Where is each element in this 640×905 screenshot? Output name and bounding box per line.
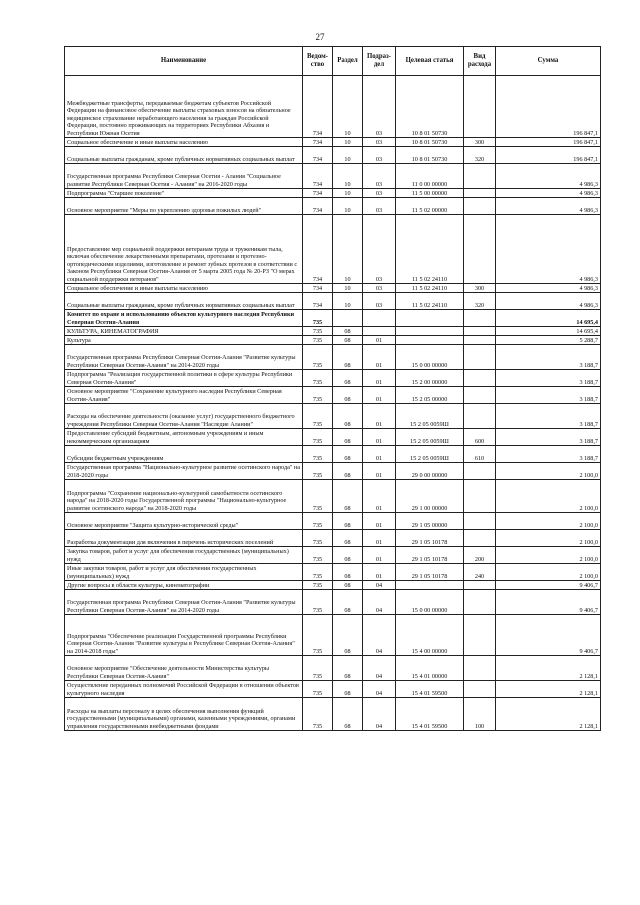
cell-celevaya [396, 327, 464, 336]
cell-celevaya: 29 1 05 10178 [396, 530, 464, 547]
header-celevaya: Целевая статья [396, 47, 464, 76]
cell-ved: 735 [303, 327, 333, 336]
cell-ved: 735 [303, 429, 333, 446]
cell-ved: 735 [303, 698, 333, 731]
cell-vid [464, 310, 496, 327]
cell-name: Социальное обеспечение и иные выплаты населению [65, 284, 303, 293]
cell-name: Государственная программа Республики Северная Осетия - Алания "Социальное развитие Республики Северная Осетия - Алания" на 2016-2020 годы [65, 164, 303, 189]
cell-podrazdel: 01 [363, 513, 396, 530]
cell-podrazdel: 04 [363, 656, 396, 681]
table-row [65, 327, 601, 336]
cell-vid: 610 [464, 446, 496, 463]
cell-podrazdel: 03 [363, 293, 396, 310]
cell-vid: 100 [464, 698, 496, 731]
cell-summa: 2 128,1 [496, 698, 601, 731]
cell-ved: 735 [303, 446, 333, 463]
table-row [65, 293, 601, 310]
cell-podrazdel: 01 [363, 336, 396, 345]
cell-razdel: 10 [333, 215, 363, 284]
cell-summa: 4 986,3 [496, 164, 601, 189]
cell-vid: 240 [464, 564, 496, 581]
cell-summa: 196 847,1 [496, 147, 601, 164]
cell-celevaya: 10 8 01 50730 [396, 76, 464, 138]
cell-celevaya: 15 2 05 00000 [396, 387, 464, 404]
table-row [65, 404, 601, 429]
cell-podrazdel: 03 [363, 76, 396, 138]
cell-razdel: 08 [333, 513, 363, 530]
cell-razdel: 10 [333, 284, 363, 293]
table-row [65, 446, 601, 463]
cell-vid [464, 615, 496, 656]
cell-ved: 735 [303, 581, 333, 590]
cell-razdel: 10 [333, 138, 363, 147]
cell-ved: 735 [303, 480, 333, 513]
cell-ved: 735 [303, 404, 333, 429]
cell-vid [464, 656, 496, 681]
cell-name: Основное мероприятие "Защита культурно-исторической среды" [65, 513, 303, 530]
cell-ved: 735 [303, 387, 333, 404]
cell-name: Иные закупки товаров, работ и услуг для обеспечения государственных (муниципальных) нужд [65, 564, 303, 581]
cell-summa: 3 188,7 [496, 387, 601, 404]
cell-name: Государственная программа "Национально-культурное развитие осетинского народа" на 2018-2020 годы [65, 463, 303, 480]
cell-name: Подпрограмма "Обеспечение реализации Государственной программы Республики Северная Осетия-Алания "Развитие культуры в Республике Северная Осетия-Алания" на 2014-2018 годы" [65, 615, 303, 656]
cell-podrazdel: 01 [363, 530, 396, 547]
cell-summa: 2 100,0 [496, 463, 601, 480]
table-row [65, 284, 601, 293]
cell-razdel: 08 [333, 387, 363, 404]
table-row [65, 429, 601, 446]
cell-summa: 5 288,7 [496, 336, 601, 345]
cell-razdel: 10 [333, 293, 363, 310]
cell-razdel: 08 [333, 530, 363, 547]
cell-podrazdel: 04 [363, 581, 396, 590]
cell-vid [464, 336, 496, 345]
cell-name: Предоставление субсидий бюджетным, автономным учреждениям и иным некоммерческим организациям [65, 429, 303, 446]
cell-vid [464, 463, 496, 480]
cell-razdel: 08 [333, 615, 363, 656]
cell-name: Другие вопросы в области культуры, кинематографии [65, 581, 303, 590]
table-row [65, 681, 601, 698]
cell-razdel: 08 [333, 336, 363, 345]
cell-ved: 734 [303, 164, 333, 189]
cell-name: Государственная программа Республики Северная Осетия-Алания "Развитие культуры Республики Северная Осетия-Алания" на 2014-2020 годы [65, 345, 303, 370]
cell-vid [464, 370, 496, 387]
cell-vid [464, 581, 496, 590]
cell-ved: 734 [303, 284, 333, 293]
table-row [65, 656, 601, 681]
cell-razdel: 08 [333, 345, 363, 370]
cell-celevaya: 15 2 05 0059Ш [396, 446, 464, 463]
cell-podrazdel [363, 310, 396, 327]
cell-summa: 2 100,0 [496, 547, 601, 564]
cell-podrazdel: 04 [363, 615, 396, 656]
table-row [65, 581, 601, 590]
cell-celevaya: 11 5 00 00000 [396, 189, 464, 198]
cell-vid [464, 480, 496, 513]
cell-ved: 735 [303, 336, 333, 345]
cell-summa: 196 847,1 [496, 76, 601, 138]
table-row [65, 564, 601, 581]
cell-summa: 4 986,3 [496, 198, 601, 215]
table-row [65, 189, 601, 198]
cell-name: Расходы на обеспечение деятельности (оказание услуг) государственного бюджетного учреждения Республики Северная Осетия-Алания "Наследие Алании" [65, 404, 303, 429]
table-row [65, 513, 601, 530]
cell-ved: 735 [303, 656, 333, 681]
cell-podrazdel: 03 [363, 189, 396, 198]
cell-summa: 2 100,0 [496, 564, 601, 581]
header-summa: Сумма [496, 47, 601, 76]
cell-celevaya: 15 2 05 0059Ш [396, 404, 464, 429]
cell-vid: 200 [464, 547, 496, 564]
cell-celevaya: 15 0 00 00000 [396, 345, 464, 370]
cell-name: КУЛЬТУРА, КИНЕМАТОГРАФИЯ [65, 327, 303, 336]
cell-name: Подпрограмма "Сохранение национально-культурной самобытности осетинского народа" на 2018-2020 годы Государственной программы "Национально-культурное развитие осетинского народа" на 2018-2020 годы [65, 480, 303, 513]
cell-ved: 735 [303, 370, 333, 387]
cell-podrazdel: 01 [363, 345, 396, 370]
table-row [65, 590, 601, 615]
cell-ved: 735 [303, 463, 333, 480]
table-row [65, 480, 601, 513]
cell-name: Осуществление переданных полномочий Российской Федерации в отношении объектов культурного наследия [65, 681, 303, 698]
table-row [65, 138, 601, 147]
cell-vid: 320 [464, 147, 496, 164]
cell-celevaya: 15 2 05 0059Ш [396, 429, 464, 446]
table-row [65, 463, 601, 480]
cell-razdel: 08 [333, 656, 363, 681]
cell-ved: 735 [303, 310, 333, 327]
cell-podrazdel: 01 [363, 429, 396, 446]
cell-podrazdel: 03 [363, 138, 396, 147]
cell-celevaya: 15 4 00 00000 [396, 615, 464, 656]
page-number: 27 [315, 32, 325, 42]
cell-vid [464, 590, 496, 615]
cell-summa: 3 188,7 [496, 404, 601, 429]
cell-podrazdel: 01 [363, 370, 396, 387]
cell-podrazdel: 04 [363, 698, 396, 731]
cell-summa: 14 695,4 [496, 327, 601, 336]
cell-name: Основное мероприятие "Обеспечение деятельности Министерства культуры Республики Северная Осетия-Алания" [65, 656, 303, 681]
cell-podrazdel: 04 [363, 590, 396, 615]
cell-razdel: 08 [333, 564, 363, 581]
cell-celevaya: 10 8 01 50730 [396, 147, 464, 164]
cell-summa: 3 188,7 [496, 345, 601, 370]
cell-summa: 4 986,3 [496, 215, 601, 284]
cell-podrazdel: 03 [363, 198, 396, 215]
header-podrazdel: Подраз-дел [363, 47, 396, 76]
cell-summa: 2 100,0 [496, 530, 601, 547]
cell-razdel: 08 [333, 547, 363, 564]
cell-podrazdel: 01 [363, 564, 396, 581]
cell-name: Межбюджетные трансферты, передаваемые бюджетам субъектов Российской Федерации на финансовое обеспечение выплаты страховых взносов на обязательное медицинское страхование неработающего населения за граждан Российской Федерации, постоянно проживающих на территориях Республики Абхазия и Республики Южная Осетия [65, 76, 303, 138]
table-row [65, 615, 601, 656]
table-row [65, 336, 601, 345]
header-ved: Ведом-ство [303, 47, 333, 76]
cell-podrazdel: 01 [363, 547, 396, 564]
cell-celevaya [396, 336, 464, 345]
cell-name: Предоставление мер социальной поддержки ветеранам труда и труженикам тыла, включая обеспечение лекарственными препаратами, протезами и протезно-ортопедическими изделиями, изготовление и ремонт зубных протезов в соответствии с Законом Республики Северная Осетия-Алания от 5 марта 2005 года № 20-РЗ "О мерах социальной поддержки ветеранов" [65, 215, 303, 284]
cell-razdel: 08 [333, 429, 363, 446]
cell-summa: 2 100,0 [496, 513, 601, 530]
cell-vid [464, 404, 496, 429]
cell-summa: 3 188,7 [496, 446, 601, 463]
table-row [65, 547, 601, 564]
cell-razdel: 08 [333, 681, 363, 698]
cell-vid [464, 345, 496, 370]
cell-podrazdel: 03 [363, 164, 396, 189]
cell-podrazdel: 03 [363, 215, 396, 284]
cell-summa: 196 847,1 [496, 138, 601, 147]
cell-celevaya [396, 581, 464, 590]
cell-ved: 735 [303, 547, 333, 564]
cell-ved: 734 [303, 189, 333, 198]
cell-podrazdel: 01 [363, 404, 396, 429]
cell-razdel: 08 [333, 370, 363, 387]
table-header-row [65, 47, 601, 76]
cell-ved: 735 [303, 681, 333, 698]
cell-name: Комитет по охране и использованию объектов культурного наследия Республики Северная Осетия-Алания [65, 310, 303, 327]
cell-vid [464, 681, 496, 698]
cell-razdel: 10 [333, 164, 363, 189]
cell-podrazdel: 03 [363, 147, 396, 164]
cell-razdel: 08 [333, 590, 363, 615]
table-row [65, 76, 601, 138]
cell-razdel: 08 [333, 446, 363, 463]
cell-celevaya: 15 4 01 59500 [396, 681, 464, 698]
cell-celevaya: 29 1 05 10178 [396, 547, 464, 564]
header-razdel: Раздел [333, 47, 363, 76]
cell-name: Социальное обеспечение и иные выплаты населению [65, 138, 303, 147]
table-row [65, 370, 601, 387]
cell-celevaya: 15 4 01 00000 [396, 656, 464, 681]
cell-celevaya: 11 5 02 24110 [396, 293, 464, 310]
cell-vid [464, 530, 496, 547]
cell-vid: 600 [464, 429, 496, 446]
cell-name: Социальные выплаты гражданам, кроме публичных нормативных социальных выплат [65, 293, 303, 310]
cell-name: Основное мероприятие "Сохранение культурного наследия Республики Северная Осетия-Алания" [65, 387, 303, 404]
cell-summa: 3 188,7 [496, 370, 601, 387]
cell-summa: 4 986,3 [496, 189, 601, 198]
table-body [65, 76, 601, 731]
cell-summa: 9 406,7 [496, 615, 601, 656]
cell-celevaya: 11 5 02 24110 [396, 284, 464, 293]
table-row [65, 198, 601, 215]
table-row [65, 147, 601, 164]
cell-podrazdel: 01 [363, 446, 396, 463]
cell-podrazdel: 03 [363, 284, 396, 293]
cell-razdel: 10 [333, 147, 363, 164]
cell-summa: 4 986,3 [496, 284, 601, 293]
table-row [65, 345, 601, 370]
cell-summa: 9 406,7 [496, 581, 601, 590]
cell-summa: 3 188,7 [496, 429, 601, 446]
budget-table [64, 46, 601, 731]
cell-name: Закупка товаров, работ и услуг для обеспечения государственных (муниципальных) нужд [65, 547, 303, 564]
cell-celevaya: 29 0 00 00000 [396, 463, 464, 480]
cell-podrazdel: 01 [363, 387, 396, 404]
cell-celevaya: 11 0 00 00000 [396, 164, 464, 189]
cell-ved: 735 [303, 530, 333, 547]
cell-razdel: 08 [333, 463, 363, 480]
table-row [65, 164, 601, 189]
cell-vid: 320 [464, 293, 496, 310]
cell-ved: 735 [303, 590, 333, 615]
cell-name: Основное мероприятие "Меры по укреплению здоровья пожилых людей" [65, 198, 303, 215]
cell-vid [464, 387, 496, 404]
cell-celevaya: 11 5 02 24110 [396, 215, 464, 284]
cell-ved: 735 [303, 615, 333, 656]
cell-ved: 734 [303, 138, 333, 147]
cell-ved: 735 [303, 345, 333, 370]
cell-vid [464, 215, 496, 284]
cell-ved: 734 [303, 76, 333, 138]
cell-ved: 735 [303, 564, 333, 581]
cell-summa: 14 695,4 [496, 310, 601, 327]
cell-celevaya: 15 4 01 59500 [396, 698, 464, 731]
cell-podrazdel: 01 [363, 480, 396, 513]
cell-vid [464, 327, 496, 336]
cell-razdel: 08 [333, 404, 363, 429]
cell-celevaya: 10 8 01 50730 [396, 138, 464, 147]
cell-summa: 9 406,7 [496, 590, 601, 615]
cell-celevaya: 11 5 02 00000 [396, 198, 464, 215]
cell-vid [464, 164, 496, 189]
cell-ved: 734 [303, 293, 333, 310]
table-row [65, 530, 601, 547]
cell-celevaya: 15 2 00 00000 [396, 370, 464, 387]
cell-name: Субсидии бюджетным учреждениям [65, 446, 303, 463]
cell-razdel: 08 [333, 698, 363, 731]
cell-name: Государственная программа Республики Северная Осетия-Алания "Развитие культуры Республики Северная Осетия-Алания" на 2014-2020 годы [65, 590, 303, 615]
cell-ved: 734 [303, 198, 333, 215]
cell-name: Подпрограмма "Реализация государственной политики в сфере культуры Республики Северная Осетия-Алания" [65, 370, 303, 387]
cell-podrazdel [363, 327, 396, 336]
cell-razdel [333, 310, 363, 327]
header-name: Наименование [65, 47, 303, 76]
header-vid: Вид расхода [464, 47, 496, 76]
cell-celevaya: 29 1 05 10178 [396, 564, 464, 581]
cell-razdel: 08 [333, 581, 363, 590]
cell-celevaya [396, 310, 464, 327]
table-row [65, 387, 601, 404]
cell-podrazdel: 01 [363, 463, 396, 480]
cell-razdel: 10 [333, 189, 363, 198]
cell-celevaya: 29 1 05 00000 [396, 513, 464, 530]
cell-podrazdel: 04 [363, 681, 396, 698]
cell-name: Разработка документации для включения в перечень исторических поселений [65, 530, 303, 547]
cell-name: Культура [65, 336, 303, 345]
cell-vid: 300 [464, 138, 496, 147]
table-row [65, 698, 601, 731]
cell-vid [464, 513, 496, 530]
cell-razdel: 10 [333, 198, 363, 215]
cell-razdel: 08 [333, 480, 363, 513]
cell-vid: 300 [464, 284, 496, 293]
cell-ved: 734 [303, 147, 333, 164]
cell-razdel: 10 [333, 76, 363, 138]
cell-vid [464, 76, 496, 138]
cell-celevaya: 29 1 00 00000 [396, 480, 464, 513]
cell-summa: 2 128,1 [496, 656, 601, 681]
cell-vid [464, 189, 496, 198]
cell-summa: 2 100,0 [496, 480, 601, 513]
cell-razdel: 08 [333, 327, 363, 336]
cell-ved: 735 [303, 513, 333, 530]
table-row [65, 310, 601, 327]
cell-name: Подпрограмма "Старшее поколение" [65, 189, 303, 198]
cell-ved: 734 [303, 215, 333, 284]
cell-summa: 2 128,1 [496, 681, 601, 698]
cell-vid [464, 198, 496, 215]
cell-name: Социальные выплаты гражданам, кроме публичных нормативных социальных выплат [65, 147, 303, 164]
cell-name: Расходы на выплаты персоналу в целях обеспечения выполнения функций государственными (муниципальными) органами, казенными учреждениями, органами управления государственными внебюджетными фондами [65, 698, 303, 731]
table-row [65, 215, 601, 284]
cell-celevaya: 15 0 00 00000 [396, 590, 464, 615]
cell-summa: 4 986,3 [496, 293, 601, 310]
